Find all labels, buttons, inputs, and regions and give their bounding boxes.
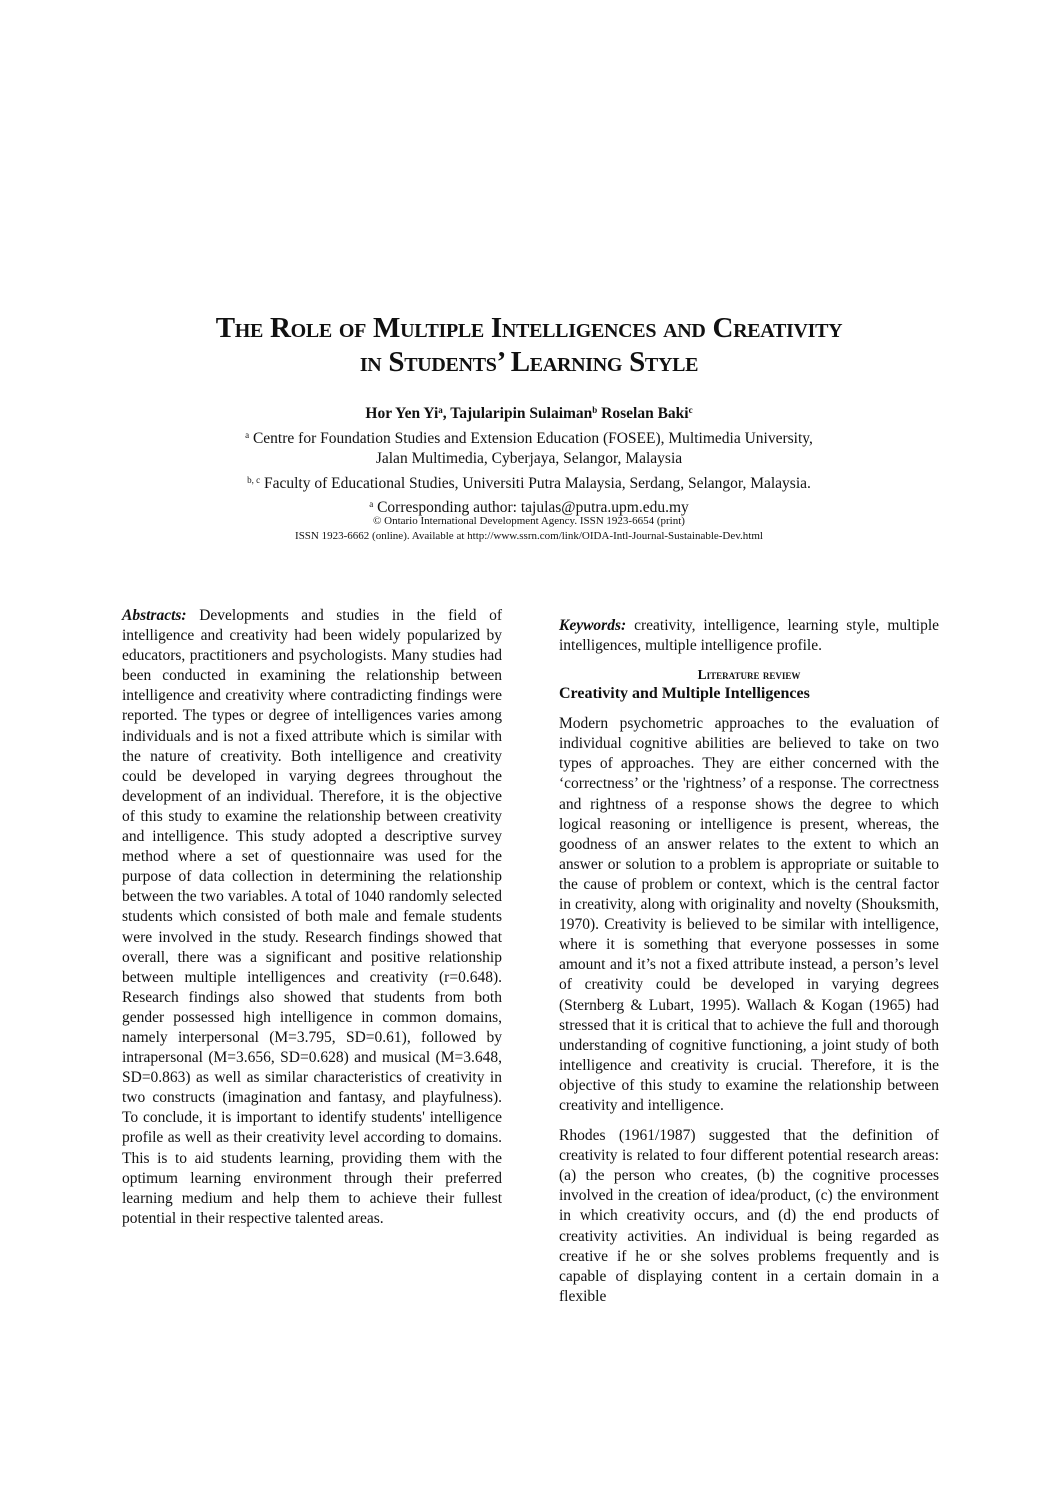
right-column [559, 616, 939, 1307]
affiliation-line [0, 425, 1058, 450]
author-names [0, 400, 1058, 425]
copyright-line-2: ISSN 1923-6662 (online). Available at http://www.ssrn.com/link/OIDA-Intl-Journal-Sustainable-Dev.html [295, 530, 763, 542]
affiliation-marker: b, c [247, 474, 261, 485]
author-affiliation-marker: c [688, 405, 693, 415]
affiliation-text: Faculty of Educational Studies, Universiti Putra Malaysia, Serdang, Selangor, Malaysia. [263, 474, 811, 492]
author-block [0, 400, 1058, 519]
affiliation-marker: a [369, 499, 374, 509]
author-affiliation-marker: b [592, 405, 598, 415]
body-paragraph: Rhodes (1961/1987) suggested that the definition of creativity is related to four different potential research areas: (a) the person who creates, (b) the cognitive processes involved in the creation of idea/product, (c) the environment in which creativity occurs, and (d) the end products of creativity activities. An individual is being regarded as creative if he or she solves problems frequently and is capable of displaying content in a certain domain in a flexible [559, 1127, 939, 1305]
abstract-label: Abstracts: [122, 607, 187, 624]
affiliation-marker: a [245, 429, 250, 440]
author-name: Roselan Baki [601, 405, 689, 422]
body-paragraph: Modern psychometric approaches to the evaluation of individual cognitive abilities are believed to take on two types of approaches. They are either concerned with the ‘correctness’ or the 'rightness’ of a response. The correctness and rightness of a response shows the degree to which logical reasoning or intelligence is present, whereas, the goodness of an answer relates to the extent to which an answer or solution to a problem is appropriate or suitable to the cause of problem or context, which is the central factor in creativity, along with originality and novelty (Shouksmith, 1970). Creativity is believed to be similar with intelligence, where it is something that everyone possesses in some amount and it’s not a fixed attribute instead, a person’s level of creativity could be developed in varying degrees (Sternberg & Lubart, 1995). Wallach & Kogan (1965) had stressed that it is critical that to achieve the full and thorough understanding of cognitive functioning, a joint study of both intelligence and creativity is crucial. Therefore, it is the objective of this study to examine the relationship between creativity and intelligence. [559, 715, 939, 1114]
author-name: Hor Yen Yi [365, 405, 439, 422]
paper-title [0, 311, 1058, 379]
abstract-text: Developments and studies in the field of intelligence and creativity had been widely popularized by educators, practitioners and psychologists. Many studies had been conducted in examining the relationship between intelligence and creativity where contradicting findings were reported. The types or degree of intelligences varies among individuals and is not a fixed attribute which is similar with the nature of creativity. Both intelligence and creativity could be developed in varying degrees throughout the development of an individual. Therefore, it is the objective of this study to examine the relationship between creativity and intelligence. This study adopted a descriptive survey method where a set of questionnaire was used for the purpose of data collection in determining the relationship between the two variables. A total of 1040 randomly selected students which consisted of both male and female students were involved in the study. Research findings showed that overall, there was a significant and positive relationship between multiple intelligences and creativity (r=0.648). Research findings also showed that students from both gender possessed high intelligence in common domains, namely interpersonal (M=3.795, SD=0.61), followed by intrapersonal (M=3.656, SD=0.628) and musical (M=3.648, SD=0.863) as well as similar characteristics of creativity in two constructs (imagination and fantasy, and playfulness). To conclude, it is important to identify students' intelligence profile as well as their creativity level according to domains. This is to aid students learning, providing them with the optimum learning environment through their preferred learning medium and help them to achieve their fullest potential in their respective talented areas. [122, 607, 503, 1227]
section-heading-literature-review: Literature review [697, 667, 801, 683]
copyright-notice [0, 514, 1058, 544]
abstract [122, 606, 502, 1229]
copyright-line-1: © Ontario International Development Agency. ISSN 1923-6654 (print) [373, 515, 685, 527]
keywords-text: creativity, intelligence, learning style, multiple intelligences, multiple intelligence profile. [559, 617, 939, 655]
affiliation-line [0, 470, 1058, 495]
author-name: Tajularipin Sulaiman [450, 405, 593, 422]
corresponding-author-text: Corresponding author: tajulas@putra.upm.edu.my [377, 499, 689, 516]
affiliation-text: Jalan Multimedia, Cyberjaya, Selangor, Malaysia [375, 450, 683, 467]
keywords-label: Keywords: [559, 617, 627, 634]
paper-title-line-2: in Students’ Learning Style [359, 346, 699, 378]
paper-title-line-1: The Role of Multiple Intelligences and Creativity [215, 312, 843, 344]
affiliation-line [0, 449, 1058, 470]
author-affiliation-marker: a [438, 405, 443, 415]
keywords [559, 616, 939, 656]
left-column [122, 606, 502, 1229]
affiliation-text: Centre for Foundation Studies and Extension Education (FOSEE), Multimedia University, [252, 429, 813, 447]
author-separator: , [442, 405, 451, 422]
subsection-heading: Creativity and Multiple Intelligences [559, 685, 810, 703]
